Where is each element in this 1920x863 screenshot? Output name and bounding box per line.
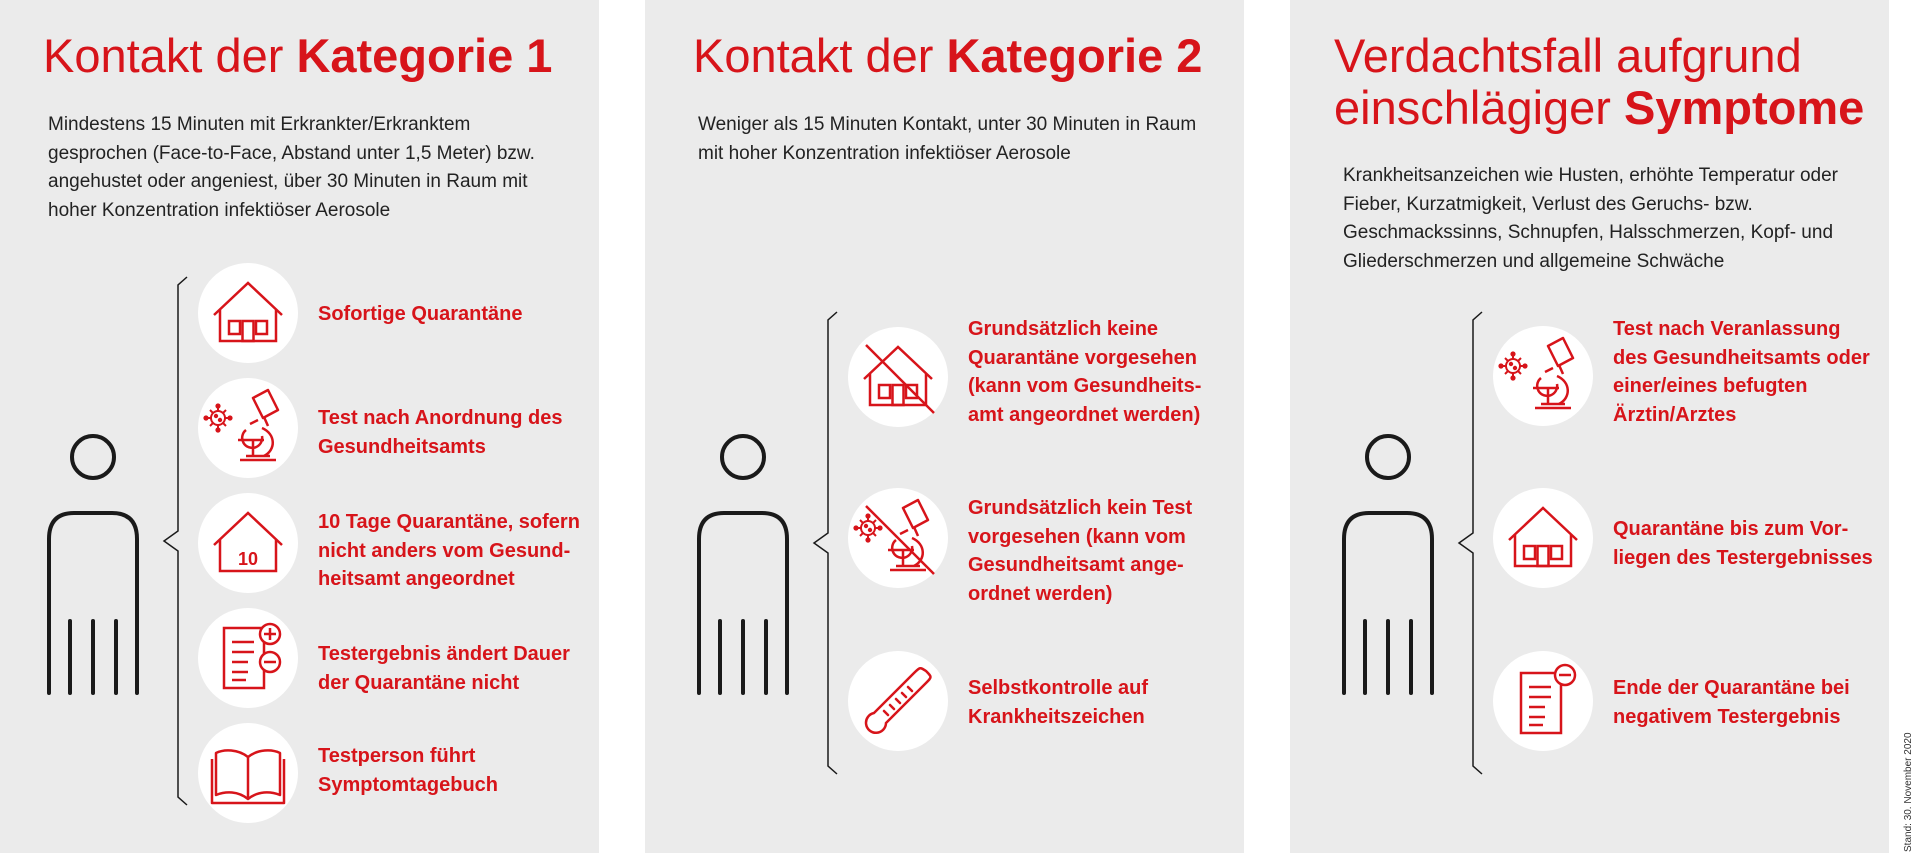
list-item-text: 10 Tage Quarantäne, sofern nicht anders vom Gesundheitsamt angeordnet (318, 511, 580, 590)
list-item-text: Test nach Veranlassung des Gesundheitsamts oder einer/eines befugten Ärztin/Arztes (1613, 318, 1870, 426)
title-normal: Kontakt der (693, 29, 947, 82)
list-item-text: Grundsätzlich kein Test vorgesehen (kann vom Gesundheitsamt angeordnet werden) (968, 497, 1193, 605)
bracket (1455, 310, 1485, 776)
panel-title (693, 30, 1202, 82)
title-line-1: Verdachtsfall aufgrund (1334, 29, 1802, 82)
title-bold: Kategorie 2 (946, 29, 1203, 82)
panel-description: Mindestens 15 Minuten mit Erkrankter/Erkranktem gesprochen (Face-to-Face, Abstand unter 1,5 Meter) bzw. angehustet oder angeniest, über 30 Minuten in Raum mit hoher Konzentration infektiöser Aerosole (48, 114, 535, 221)
virus-microscope-icon (198, 378, 298, 478)
house-icon (1493, 488, 1593, 588)
bracket (810, 310, 840, 776)
house-10-label: 10 (237, 549, 259, 569)
list-item-text: Testperson führt Symptomtagebuch (318, 745, 499, 796)
house-icon (198, 263, 298, 363)
bracket (160, 275, 190, 807)
virus-microscope-crossed-icon (848, 488, 948, 588)
panel-kategorie-1 (0, 0, 599, 853)
virus-microscope-icon (1493, 326, 1593, 426)
panel-title (1334, 30, 1864, 134)
person-icon (44, 433, 142, 695)
list-item-text: Sofortige Quarantäne (318, 303, 523, 325)
list-item-text: Selbstkontrolle auf Krankheitszeichen (968, 677, 1149, 728)
panel-title (43, 30, 552, 82)
list-item-text: Test nach Anordnung des Gesundheitsamts (318, 407, 563, 458)
title-bold: Kategorie 1 (296, 29, 553, 82)
list-item-text: Testergebnis ändert Dauer der Quarantäne nicht (318, 643, 570, 694)
stand-date: Stand: 30. November 2020 (1903, 732, 1914, 852)
panel-verdachtsfall (1290, 0, 1889, 853)
document-minus-icon (1493, 651, 1593, 751)
person-icon (694, 433, 792, 695)
panel-description: Weniger als 15 Minuten Kontakt, unter 30 Minuten in Raum mit hoher Konzentration infektiöser Aerosole (698, 114, 1197, 164)
panel-description: Krankheitsanzeichen wie Husten, erhöhte Temperatur oder Fieber, Kurzatmigkeit, Verlust des Geruchs- bzw. Geschmackssinns, Schnupfen, Halsschmerzen, Kopf- und Gliederschmerzen und allgemeine Schwäche (1343, 165, 1838, 272)
list-item-text: Ende der Quarantäne bei negativem Testergebnis (1613, 677, 1850, 728)
title-normal: Kontakt der (43, 29, 297, 82)
list-item-text: Grundsätzlich keine Quarantäne vorgesehen (kann vom Gesundheitsamt angeordnet werden) (968, 318, 1202, 426)
panel-kategorie-2 (645, 0, 1244, 853)
house-10-icon (198, 493, 298, 593)
thermometer-icon (848, 651, 948, 751)
document-plus-minus-icon (198, 608, 298, 708)
open-book-icon (198, 723, 298, 823)
title-bold: Symptome (1624, 81, 1865, 134)
title-normal: einschlägiger (1334, 81, 1625, 134)
person-icon (1339, 433, 1437, 695)
house-crossed-icon (848, 327, 948, 427)
list-item-text: Quarantäne bis zum Vorliegen des Testergebnisses (1613, 518, 1873, 569)
